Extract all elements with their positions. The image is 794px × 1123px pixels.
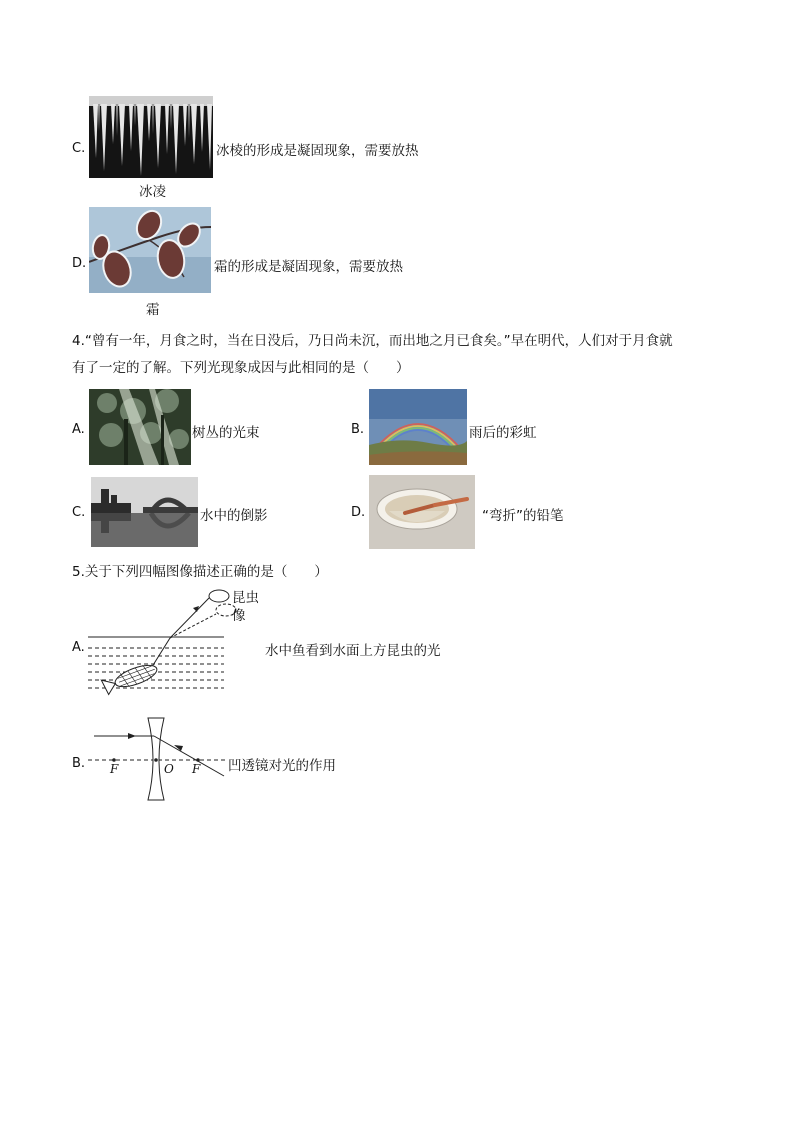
tree-light-beam-photo xyxy=(89,389,191,465)
q5-option-b-text: 凹透镜对光的作用 xyxy=(228,758,336,774)
question-5-stem: 5.关于下列四幅图像描述正确的是（ ） xyxy=(72,564,328,580)
q5-label-f-left: F xyxy=(110,762,119,776)
question-4-stem-line2: 有了一定的了解。下列光现象成因与此相同的是（ ） xyxy=(72,360,410,376)
frost-caption: 霜 xyxy=(146,302,160,318)
rainbow-photo xyxy=(369,389,467,465)
q4-option-c-text: 水中的倒影 xyxy=(200,508,268,524)
concave-lens-diagram xyxy=(88,716,228,806)
option-d-text: 霜的形成是凝固现象，需要放热 xyxy=(214,259,403,275)
bridge-reflection-photo xyxy=(91,477,198,547)
q4-option-b-text: 雨后的彩虹 xyxy=(469,425,537,441)
q5-label-insect: 昆虫 xyxy=(232,590,259,606)
option-c-letter: C. xyxy=(72,141,86,156)
q4-option-b-letter: B. xyxy=(351,422,365,437)
q4-option-a-letter: A. xyxy=(72,422,85,437)
q5-option-a-text: 水中鱼看到水面上方昆虫的光 xyxy=(265,643,441,659)
frost-photo xyxy=(89,207,211,293)
q5-option-b-letter: B. xyxy=(72,756,86,771)
fish-insect-refraction-diagram xyxy=(88,584,238,704)
q5-option-a-letter: A. xyxy=(72,640,85,655)
icicle-photo xyxy=(89,96,213,178)
question-4-stem-line1: 4.“曾有一年，月食之时，当在日没后，乃日尚未沉，而出地之月已食矣。”早在明代，人们对于月食就 xyxy=(72,333,673,349)
q5-label-o: O xyxy=(164,762,174,776)
q4-option-d-text: “弯折”的铅笔 xyxy=(482,508,564,524)
q4-option-d-letter: D. xyxy=(351,505,366,520)
q5-label-f-right: F xyxy=(192,762,201,776)
bent-pencil-photo xyxy=(369,475,475,549)
q5-label-image: 像 xyxy=(232,608,246,624)
question-4-stem xyxy=(72,328,732,382)
q4-option-a-text: 树丛的光束 xyxy=(192,425,260,441)
option-c-text: 冰棱的形成是凝固现象，需要放热 xyxy=(216,143,419,159)
icicle-caption: 冰凌 xyxy=(139,184,166,200)
q4-option-c-letter: C. xyxy=(72,505,86,520)
option-d-letter: D. xyxy=(72,256,87,271)
